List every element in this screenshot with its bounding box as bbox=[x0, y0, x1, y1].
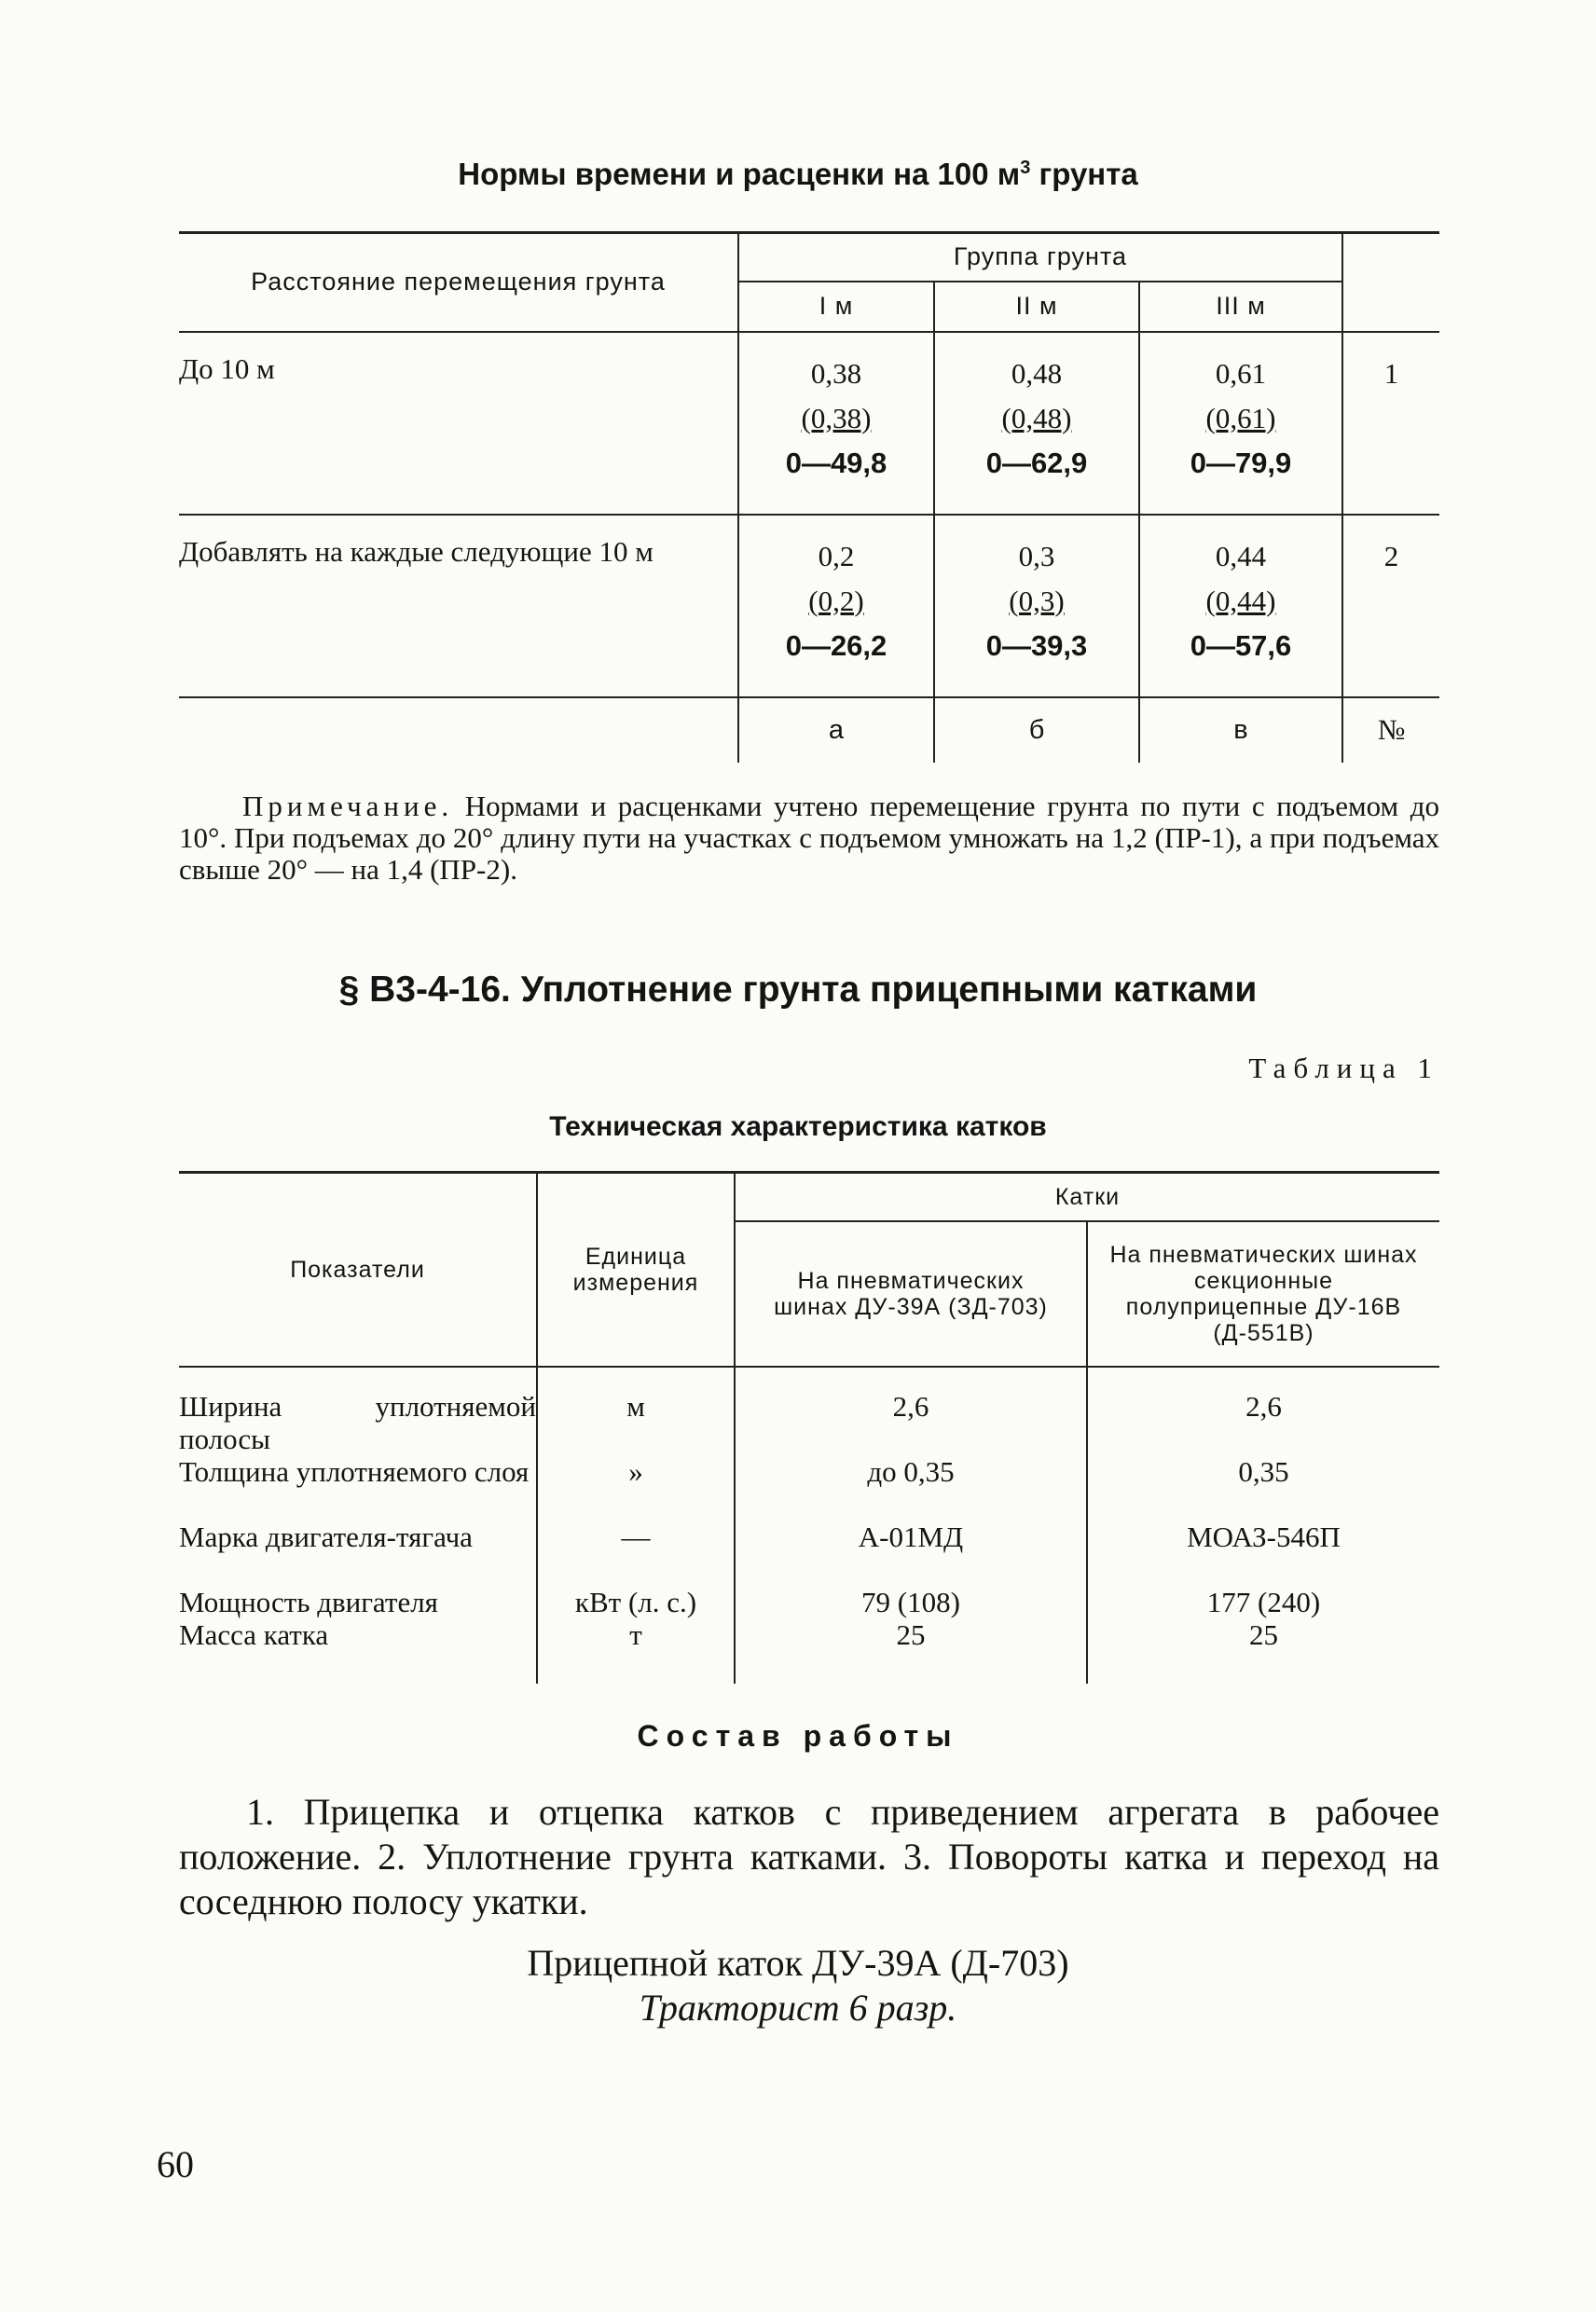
column-letter: в bbox=[1233, 714, 1248, 745]
roller1-value: А-01МД bbox=[858, 1520, 964, 1553]
table1-title-sup: 3 bbox=[1020, 158, 1031, 178]
group-header: Группа грунта bbox=[738, 233, 1342, 282]
roller-name: Прицепной каток ДУ-39А (Д-703) bbox=[527, 1942, 1069, 1984]
page-number: 60 bbox=[157, 2143, 194, 2185]
unit-column bbox=[537, 1367, 735, 1684]
indicator-name: Мощность двигателя bbox=[179, 1585, 438, 1618]
norm-cell: 0,3 (0,3) 0—39,3 bbox=[934, 515, 1139, 697]
roller2-value: 25 bbox=[1249, 1617, 1278, 1651]
roller1-value: до 0,35 bbox=[867, 1454, 955, 1488]
roller1-value: 2,6 bbox=[892, 1389, 929, 1423]
roller2-value: 0,35 bbox=[1238, 1454, 1289, 1488]
roller2-column bbox=[1087, 1367, 1439, 1684]
roller1-value: 79 (108) bbox=[861, 1585, 960, 1618]
table-row bbox=[179, 332, 1439, 515]
row-number: 2 bbox=[1342, 515, 1439, 697]
roller2-header: На пневматических шинах секционные полуприцепные ДУ-16В (Д-551В) bbox=[1087, 1221, 1439, 1367]
col-unit-header: Единица измерения bbox=[537, 1173, 735, 1367]
norm-cell: 0,2 (0,2) 0—26,2 bbox=[738, 515, 934, 697]
table-label: Таблица 1 bbox=[1248, 1052, 1439, 1084]
group-col-2: II м bbox=[934, 282, 1139, 332]
row-label: До 10 м bbox=[179, 332, 738, 515]
num-header-empty bbox=[1342, 233, 1439, 332]
row-label: Добавлять на каждые следующие 10 м bbox=[179, 515, 738, 697]
group-col-1: I м bbox=[738, 282, 934, 332]
row-number: 1 bbox=[1342, 332, 1439, 515]
norm-cell: 0,61 (0,61) 0—79,9 bbox=[1139, 332, 1342, 515]
group-col-3: III м bbox=[1139, 282, 1342, 332]
roller2-value: МОАЗ-546П bbox=[1187, 1520, 1341, 1553]
roller2-value: 2,6 bbox=[1245, 1389, 1282, 1423]
tech-table bbox=[179, 1171, 1439, 1684]
norms-table bbox=[179, 231, 1439, 763]
col-indicators-header: Показатели bbox=[179, 1173, 537, 1367]
roller1-column bbox=[735, 1367, 1087, 1684]
roller2-value: 177 (240) bbox=[1206, 1585, 1321, 1618]
note-text: Нормами и расценками учтено перемещение грунта по пути с подъемом до 10°. При подъемах до 20° длину пути на участках с подъемом умножать на 1,2 (ПР-1), а при подъемах свыше 20° — на 1,4 (ПР-2). bbox=[179, 790, 1439, 886]
indicator-name: Марка двигателя-тягача bbox=[179, 1520, 473, 1553]
table1-title: Нормы времени и расценки на 100 $м^3$ грунта bbox=[458, 157, 1138, 191]
letters-row-empty bbox=[179, 697, 738, 763]
roller1-value: 25 bbox=[896, 1617, 926, 1651]
norm-cell: 0,48 (0,48) 0—62,9 bbox=[934, 332, 1139, 515]
norm-cell: 0,44 (0,44) 0—57,6 bbox=[1139, 515, 1342, 697]
unit-value: т bbox=[629, 1617, 642, 1651]
worker-grade: Тракторист 6 разр. bbox=[639, 1987, 957, 2029]
unit-value: » bbox=[628, 1454, 643, 1488]
unit-value: кВт (л. с.) bbox=[574, 1585, 697, 1618]
note-label: Примечание. bbox=[242, 790, 454, 822]
indicator-name: Масса катка bbox=[179, 1617, 329, 1651]
unit-value: м bbox=[626, 1389, 645, 1423]
norm-cell: 0,38 (0,38) 0—49,8 bbox=[738, 332, 934, 515]
rollers-header: Катки bbox=[735, 1173, 1439, 1221]
table1-note bbox=[179, 791, 1439, 886]
table2-title: Техническая характеристика катков bbox=[549, 1111, 1047, 1142]
work-heading: Состав работы bbox=[637, 1719, 959, 1753]
column-letter: б bbox=[934, 697, 1139, 763]
column-letter: а bbox=[738, 697, 934, 763]
section-title: § В3-4-16. Уплотнение грунта прицепными катками bbox=[338, 970, 1258, 1010]
indicator-name: Ширина уплотняемой полосы bbox=[179, 1389, 536, 1455]
table-row bbox=[179, 515, 1439, 697]
col-distance-header: Расстояние перемещения грунта bbox=[179, 233, 738, 332]
indicator-name: Толщина уплотняемого слоя bbox=[179, 1454, 530, 1488]
num-sign: № bbox=[1342, 697, 1439, 763]
roller1-header: На пневматических шинах ДУ-39А (ЗД-703) bbox=[735, 1221, 1087, 1367]
indicators-column bbox=[179, 1367, 537, 1684]
work-text: 1. Прицепка и отцепка катков с приведением агрегата в рабочее положение. 2. Уплотнение грунта катками. 3. Повороты катка и переход на соседнюю полосу укатки. bbox=[179, 1791, 1439, 1922]
unit-value: — bbox=[621, 1520, 651, 1553]
